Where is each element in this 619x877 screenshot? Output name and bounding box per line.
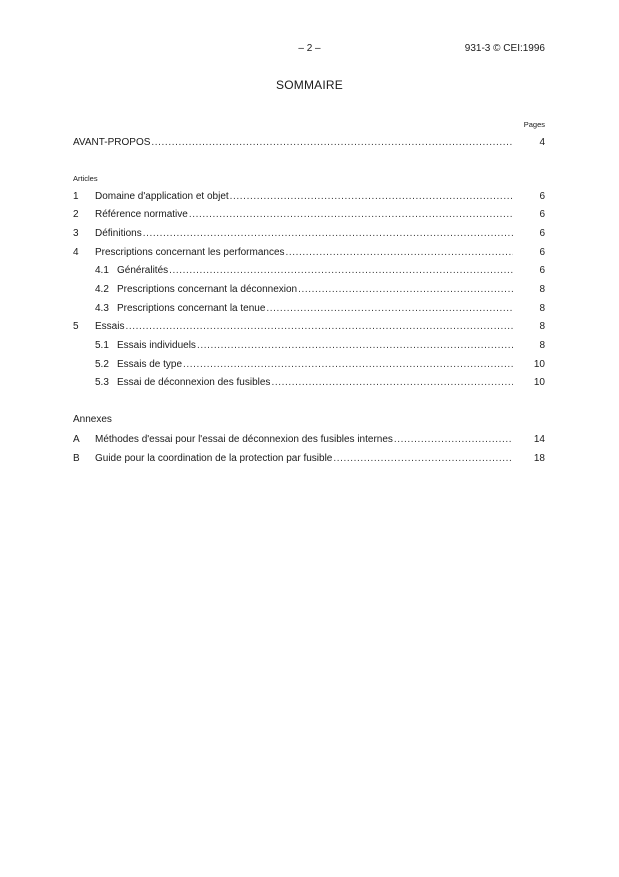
toc-entry-page: 8 xyxy=(539,284,545,295)
toc-entry-page: 6 xyxy=(539,265,545,276)
dot-leader xyxy=(266,302,513,316)
toc-entry-number: 5.1 xyxy=(95,340,109,351)
toc-subentry[interactable] xyxy=(73,339,545,353)
toc-entry-page: 8 xyxy=(539,321,545,332)
toc-entry-label: Domaine d'application et objet xyxy=(95,191,229,202)
dot-leader xyxy=(230,190,513,204)
pages-column-label: Pages xyxy=(523,120,545,129)
toc-subentry[interactable] xyxy=(73,264,545,278)
toc-entry-number: 5.3 xyxy=(95,377,109,388)
dot-leader xyxy=(169,264,513,278)
toc-entry-number: A xyxy=(73,434,80,445)
toc-entry-page: 6 xyxy=(539,228,545,239)
dot-leader xyxy=(298,283,513,297)
toc-entry-number: 5 xyxy=(73,321,79,332)
dot-leader xyxy=(271,376,513,390)
toc-entry[interactable] xyxy=(73,227,545,241)
toc-entry-label: Définitions xyxy=(95,228,142,239)
toc-entry-page: 8 xyxy=(539,340,545,351)
toc-entry-label: Essais individuels xyxy=(117,340,196,351)
toc-entry-page: 6 xyxy=(539,191,545,202)
toc-entry-page: 14 xyxy=(533,434,545,445)
toc-subentry[interactable] xyxy=(73,358,545,372)
toc-entry-page: 10 xyxy=(533,377,545,388)
toc-entry[interactable] xyxy=(73,208,545,222)
toc-entry-number: 4 xyxy=(73,247,79,258)
toc-entry-number: B xyxy=(73,453,80,464)
dot-leader xyxy=(394,433,513,447)
dot-leader xyxy=(125,320,513,334)
dot-leader xyxy=(151,136,513,150)
toc-entry-label: Prescriptions concernant la tenue xyxy=(117,303,266,314)
toc-entry[interactable] xyxy=(73,246,545,260)
toc-entry-label: Essais de type xyxy=(117,359,183,370)
dot-leader xyxy=(143,227,513,241)
toc-entry-page: 4 xyxy=(539,137,545,148)
toc-subentry[interactable] xyxy=(73,302,545,316)
dot-leader xyxy=(286,246,513,260)
toc-subentry[interactable] xyxy=(73,376,545,390)
toc-entry-number: 4.1 xyxy=(95,265,109,276)
dot-leader xyxy=(183,358,513,372)
toc-annex-entry[interactable] xyxy=(73,433,545,447)
toc-entry[interactable] xyxy=(73,320,545,334)
toc-entry-label: Essai de déconnexion des fusibles xyxy=(117,377,271,388)
toc-entry-label: Prescriptions concernant les performances xyxy=(95,247,285,258)
dot-leader xyxy=(333,452,513,466)
toc-entry-label: Méthodes d'essai pour l'essai de déconnexion des fusibles internes xyxy=(95,434,393,445)
articles-label: Articles xyxy=(73,174,98,183)
toc-entry-page: 6 xyxy=(539,247,545,258)
dot-leader xyxy=(197,339,513,353)
toc-entry-page: 10 xyxy=(533,359,545,370)
toc-entry-page: 6 xyxy=(539,209,545,220)
toc-entry-foreword[interactable] xyxy=(73,136,545,150)
toc-entry-page: 8 xyxy=(539,303,545,314)
page-title: SOMMAIRE xyxy=(276,78,343,92)
toc-entry-number: 3 xyxy=(73,228,79,239)
toc-entry-number: 1 xyxy=(73,191,79,202)
toc-entry-label: AVANT-PROPOS xyxy=(73,137,151,148)
toc-annex-entry[interactable] xyxy=(73,452,545,466)
document-id: 931-3 © CEI:1996 xyxy=(464,43,545,54)
toc-entry-number: 4.3 xyxy=(95,303,109,314)
toc-entry-number: 5.2 xyxy=(95,359,109,370)
toc-entry-label: Généralités xyxy=(117,265,169,276)
toc-entry-label: Guide pour la coordination de la protection par fusible xyxy=(95,453,333,464)
toc-entry-number: 4.2 xyxy=(95,284,109,295)
toc-subentry[interactable] xyxy=(73,283,545,297)
toc-entry-page: 18 xyxy=(533,453,545,464)
page-number: – 2 – xyxy=(298,43,321,54)
dot-leader xyxy=(189,208,513,222)
toc-entry-label: Prescriptions concernant la déconnexion xyxy=(117,284,298,295)
toc-entry-label: Référence normative xyxy=(95,209,188,220)
toc-entry-label: Essais xyxy=(95,321,125,332)
toc-entry-number: 2 xyxy=(73,209,79,220)
toc-entry[interactable] xyxy=(73,190,545,204)
annexes-label: Annexes xyxy=(73,414,112,425)
